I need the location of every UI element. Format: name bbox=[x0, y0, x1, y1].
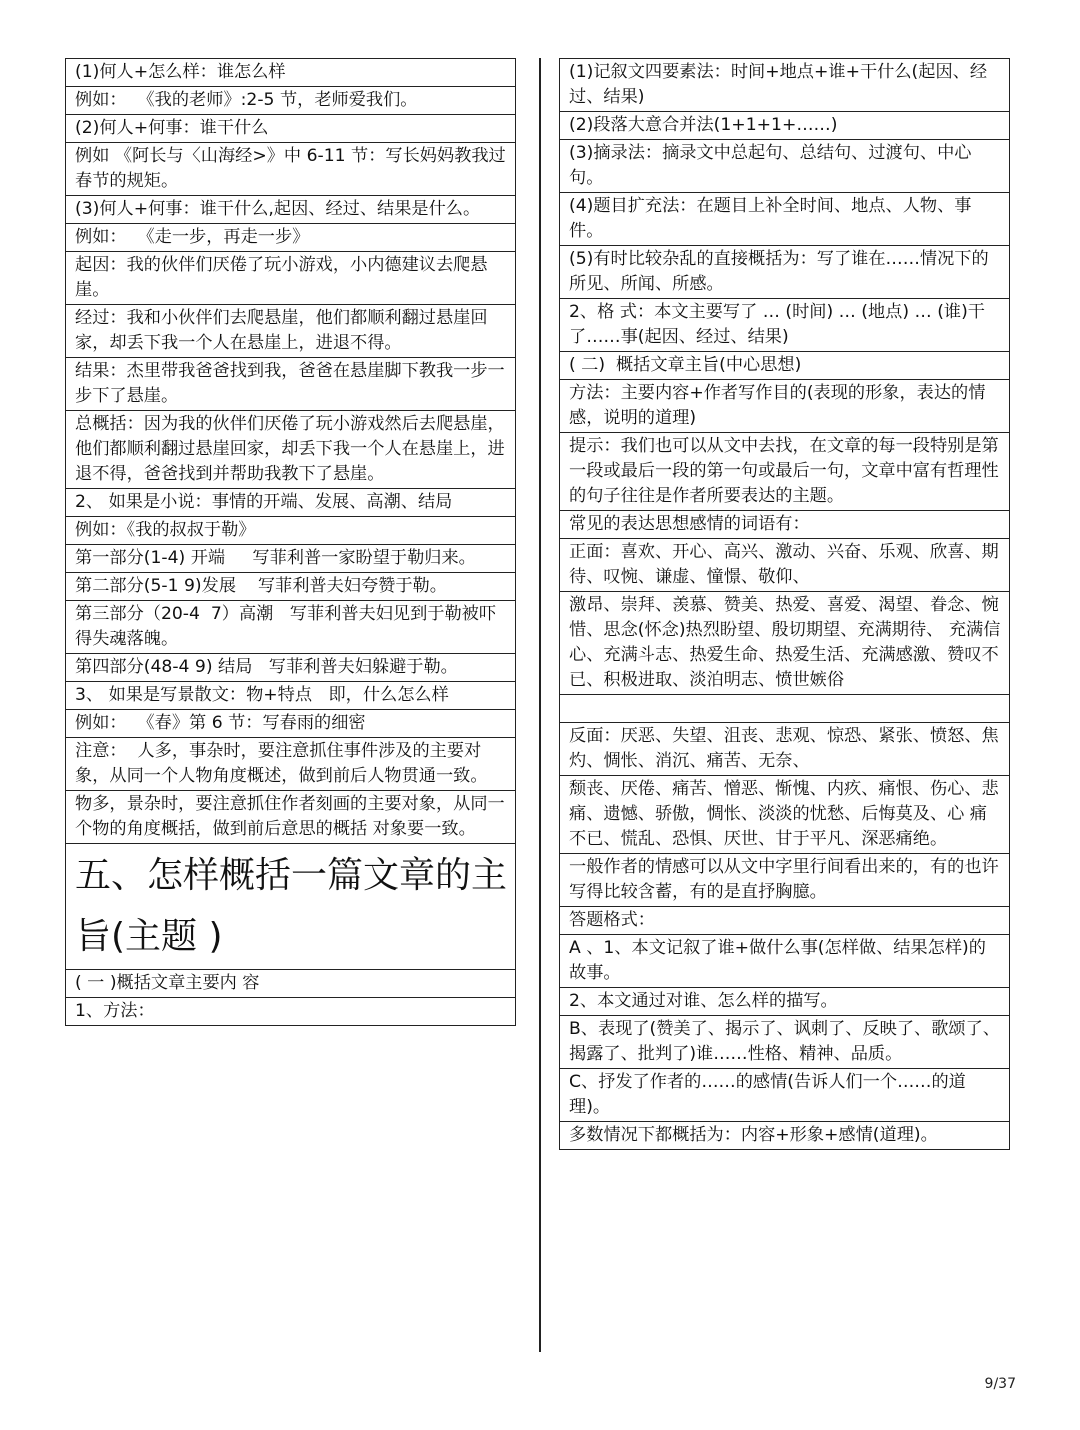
table-row: 提示：我们也可以从文中去找，在文章的每一段特别是第一段或最后一段的第一句或最后一句，文章中富有哲理性的句子往往是作者所要表达的主题。 bbox=[559, 433, 1010, 511]
table-row: (3)何人+何事：谁干什么,起因、经过、结果是什么。 bbox=[65, 196, 516, 224]
table-row: 常见的表达思想感情的词语有： bbox=[559, 511, 1010, 539]
table-row: 结果：杰里带我爸爸找到我，爸爸在悬崖脚下教我一步一步下了悬崖。 bbox=[65, 358, 516, 411]
table-row: 经过：我和小伙伴们去爬悬崖，他们都顺利翻过悬崖回家，却丢下我一个人在悬崖上，进退不得。 bbox=[65, 305, 516, 358]
table-row: (2)何人+何事：谁干什么 bbox=[65, 115, 516, 143]
table-row: 多数情况下都概括为：内容+形象+感情(道理)。 bbox=[559, 1122, 1010, 1150]
table-row: (5)有时比较杂乱的直接概括为：写了谁在……情况下的所见、所闻、所感。 bbox=[559, 246, 1010, 299]
table-row: (1)记叙文四要素法：时间+地点+谁+干什么(起因、经过、结果) bbox=[559, 59, 1010, 112]
table-row: ( 二) 概括文章主旨(中心思想) bbox=[559, 352, 1010, 380]
table-row: 激昂、崇拜、羡慕、赞美、热爱、喜爱、渴望、眷念、惋惜、思念(怀念)热烈盼望、殷切期望、充满期待、 充满信心、充满斗志、热爱生命、热爱生活、充满感激、赞叹不已、积极进取、淡泊明志、愤世嫉俗 bbox=[559, 592, 1010, 695]
table-row: 3、 如果是写景散文：物+特点 即，什么怎么样 bbox=[65, 682, 516, 710]
table-row: (1)何人+怎么样：谁怎么样 bbox=[65, 59, 516, 87]
table-row: 2、本文通过对谁、怎么样的描写。 bbox=[559, 988, 1010, 1016]
table-row: 注意： 人多，事杂时，要注意抓住事件涉及的主要对象，从同一个人物角度概述，做到前后人物贯通一致。 bbox=[65, 738, 516, 791]
table-row: 2、 如果是小说：事情的开端、发展、高潮、结局 bbox=[65, 489, 516, 517]
table-row: (2)段落大意合并法(1+1+1+……) bbox=[559, 112, 1010, 140]
right-column bbox=[559, 58, 1010, 1150]
table-row: 例如 《阿长与〈山海经>》中 6-11 节：写长妈妈教我过春节的规矩。 bbox=[65, 143, 516, 196]
table-row: ( 一 )概括文章主要内 容 bbox=[65, 970, 516, 998]
table-row: 颓丧、厌倦、痛苦、憎恶、惭愧、内疚、痛恨、伤心、悲痛、遗憾、骄傲，惆怅、淡淡的忧愁、后悔莫及、心 痛不已、慌乱、恐惧、厌世、甘于平凡、深恶痛绝。 bbox=[559, 776, 1010, 854]
left-column bbox=[65, 58, 516, 1026]
table-row: 总概括：因为我的伙伴们厌倦了玩小游戏然后去爬悬崖，他们都顺利翻过悬崖回家，却丢下我一个人在悬崖上，进退不得，爸爸找到并帮助我教下了悬崖。 bbox=[65, 411, 516, 489]
column-divider bbox=[539, 58, 541, 1352]
table-row: 反面：厌恶、失望、沮丧、悲观、惊恐、紧张、愤怒、焦灼、惆怅、消沉、痛苦、无奈、 bbox=[559, 723, 1010, 776]
page-number: 9/37 bbox=[984, 1376, 1016, 1392]
table-row: 第一部分(1-4) 开端 写菲利普一家盼望于勒归来。 bbox=[65, 545, 516, 573]
table-row: 1、方法： bbox=[65, 998, 516, 1026]
table-row: 例如： 《我的老师》:2-5 节，老师爱我们。 bbox=[65, 87, 516, 115]
table-row: (3)摘录法：摘录文中总起句、总结句、过渡句、中心句。 bbox=[559, 140, 1010, 193]
section-heading: 五、怎样概括一篇文章的主旨(主题 ) bbox=[65, 844, 516, 970]
table-row: C、抒发了作者的……的感情(告诉人们一个……的道理)。 bbox=[559, 1069, 1010, 1122]
table-row: 起因：我的伙伴们厌倦了玩小游戏，小内德建议去爬悬崖。 bbox=[65, 252, 516, 305]
table-row: 2、格 式：本文主要写了 … (时间) … (地点) … (谁)干了……事(起因、经过、结果) bbox=[559, 299, 1010, 352]
table-row: 第二部分(5-1 9)发展 写菲利普夫妇夸赞于勒。 bbox=[65, 573, 516, 601]
table-row: 第三部分（20-4 7）高潮 写菲利普夫妇见到于勒被吓得失魂落魄。 bbox=[65, 601, 516, 654]
table-row: 正面：喜欢、开心、高兴、激动、兴奋、乐观、欣喜、期待、叹惋、谦虚、憧憬、敬仰、 bbox=[559, 539, 1010, 592]
right-table bbox=[559, 58, 1010, 1150]
table-row: 方法：主要内容+作者写作目的(表现的形象，表达的情感，说明的道理) bbox=[559, 380, 1010, 433]
table-row: 物多，景杂时，要注意抓住作者刻画的主要对象，从同一个物的角度概括，做到前后意思的概括 对象要一致。 bbox=[65, 791, 516, 844]
table-row: 一般作者的情感可以从文中字里行间看出来的，有的也许写得比较含蓄，有的是直抒胸臆。 bbox=[559, 854, 1010, 907]
table-row: 第四部分(48-4 9) 结局 写菲利普夫妇躲避于勒。 bbox=[65, 654, 516, 682]
table-row: 例如： 《走一步，再走一步》 bbox=[65, 224, 516, 252]
table-row: 答题格式： bbox=[559, 907, 1010, 935]
table-row: (4)题目扩充法：在题目上补全时间、地点、人物、事件。 bbox=[559, 193, 1010, 246]
left-table bbox=[65, 58, 516, 1026]
table-row bbox=[559, 695, 1010, 723]
table-row: B、表现了(赞美了、揭示了、讽刺了、反映了、歌颂了、揭露了、批判了)谁……性格、精神、品质。 bbox=[559, 1016, 1010, 1069]
table-row: A 、1、本文记叙了谁+做什么事(怎样做、结果怎样)的故事。 bbox=[559, 935, 1010, 988]
table-row: 例如： 《春》第 6 节：写春雨的细密 bbox=[65, 710, 516, 738]
table-row: 例如：《我的叔叔于勒》 bbox=[65, 517, 516, 545]
